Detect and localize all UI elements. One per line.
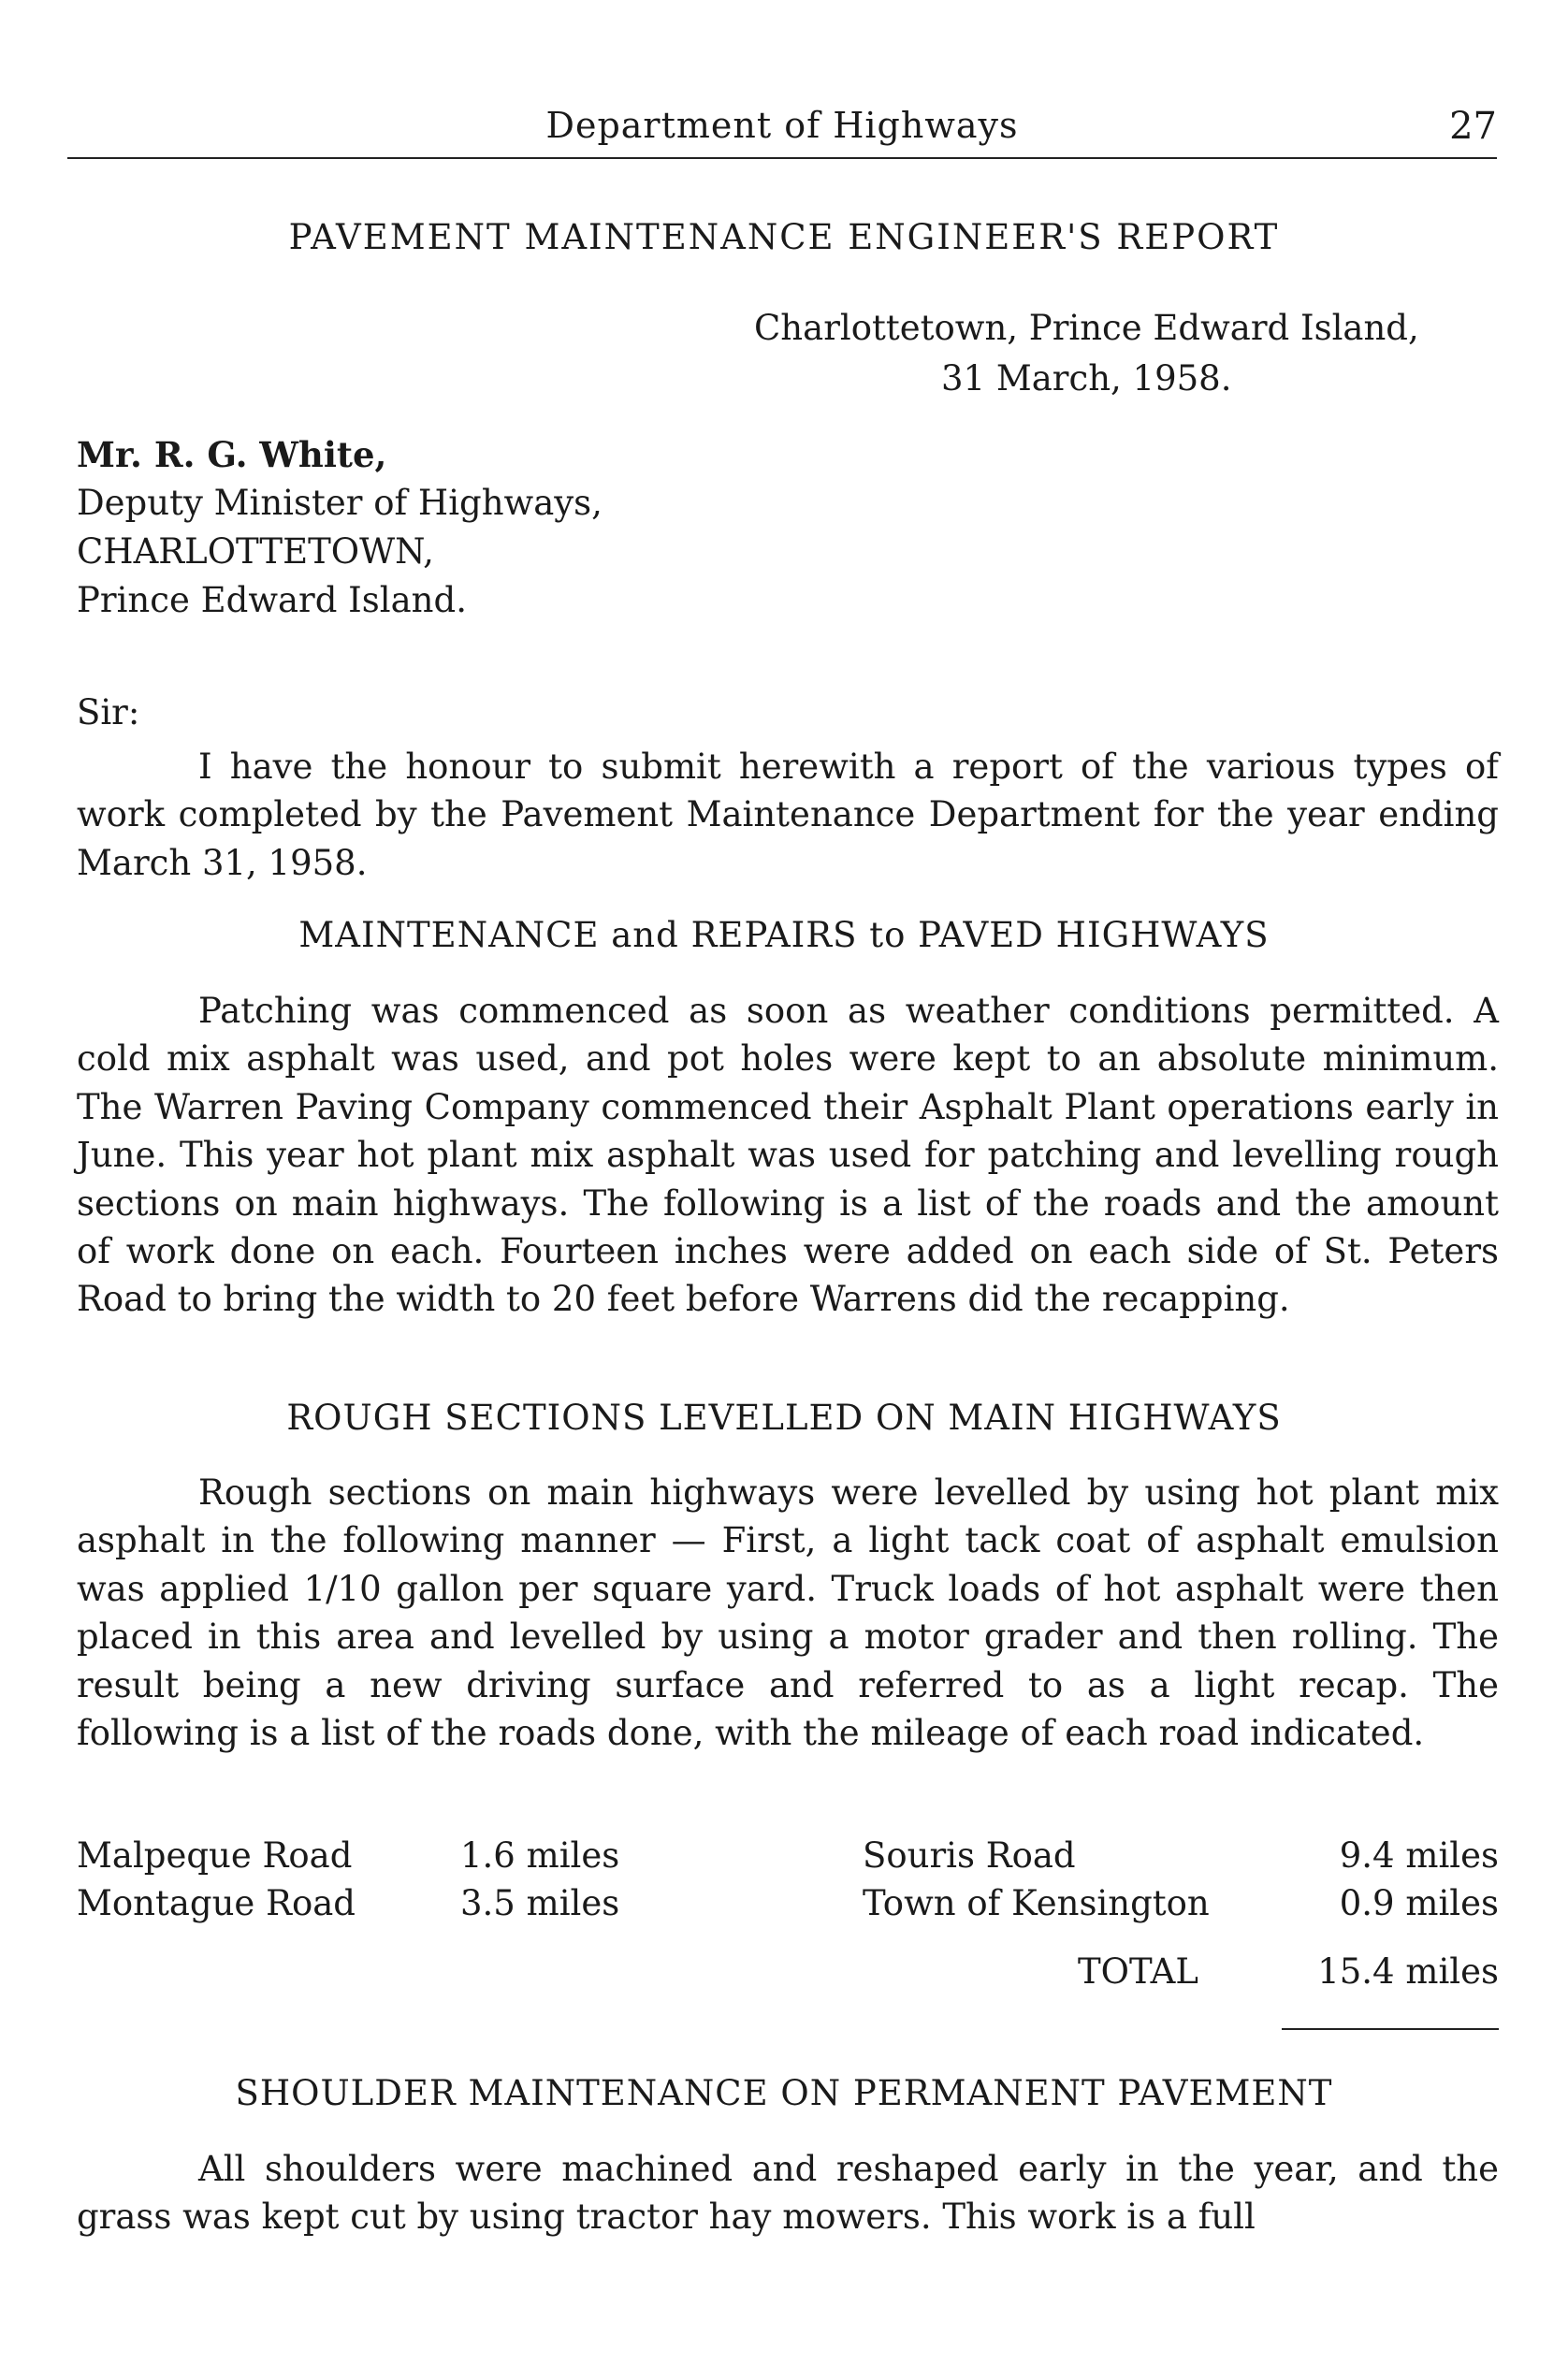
road-name: Town of Kensington <box>863 1883 1210 1923</box>
running-title: Department of Highways <box>545 105 1019 146</box>
report-title: PAVEMENT MAINTENANCE ENGINEER'S REPORT <box>288 217 1280 257</box>
salutation: Sir: <box>77 692 140 732</box>
road-mileage: 1.6 miles <box>460 1835 620 1876</box>
addressee-name: Mr. R. G. White, <box>77 434 387 475</box>
addressee-title: Deputy Minister of Highways, <box>77 483 603 523</box>
road-name: Malpeque Road <box>77 1835 353 1876</box>
addressee-province: Prince Edward Island. <box>77 580 467 620</box>
dateline-date: 31 March, 1958. <box>941 358 1232 399</box>
total-label: TOTAL <box>1078 1951 1198 1992</box>
rough-sections-paragraph: Rough sections on main highways were levelled by using hot plant mix asphalt in the following manner — First, a light tack coat of asphalt emulsion was applied 1/10 gallon per square yard. Truck loads of hot asphalt were then placed in this area and levelled by using a motor grader and then rolling. The result being a new driving surface and referred to as a light recap. The following is a list of the roads done, with the mileage of each road indicated. <box>77 1472 1499 1754</box>
mileage-row <box>77 1832 1499 1879</box>
maintenance-paragraph: Patching was commenced as soon as weather conditions permitted. A cold mix asphalt was used, and pot holes were kept to an absolute minimum. The Warren Paving Company commenced their Asphalt Plant operations early in June. This year hot plant mix asphalt was used for patching and levelling rough sections on main highways. The following is a list of the roads and the amount of work done on each. Fourteen inches were added on each side of St. Peters Road to bring the width to 20 feet before Warrens did the recapping. <box>77 991 1499 1320</box>
shoulder-paragraph: All shoulders were machined and reshaped early in the year, and the grass was kept cut by using tractor hay mowers. This work is a full <box>77 2149 1499 2238</box>
road-mileage: 0.9 miles <box>1339 1883 1499 1923</box>
running-header <box>67 105 1497 159</box>
total-underline-divider <box>1282 2028 1499 2030</box>
road-name: Souris Road <box>863 1835 1076 1876</box>
dateline-place: Charlottetown, Prince Edward Island, <box>754 308 1419 348</box>
dateline <box>754 303 1503 404</box>
road-mileage: 9.4 miles <box>1339 1835 1499 1876</box>
road-name: Montague Road <box>77 1883 356 1923</box>
rough-sections-heading: ROUGH SECTIONS LEVELLED ON MAIN HIGHWAYS <box>286 1398 1282 1438</box>
total-value: 15.4 miles <box>1317 1951 1499 1992</box>
page-number: 27 <box>1449 105 1497 148</box>
inside-address <box>77 430 919 625</box>
mileage-row <box>77 1879 1499 1927</box>
addressee-city: CHARLOTTETOWN, <box>77 531 434 572</box>
shoulder-heading: SHOULDER MAINTENANCE ON PERMANENT PAVEMENT <box>235 2073 1333 2113</box>
intro-paragraph: I have the honour to submit herewith a report of the various types of work completed by the Pavement Maintenance Department for the year ending March 31, 1958. <box>77 747 1499 883</box>
mileage-total-row <box>77 1951 1499 2004</box>
mileage-table <box>77 1832 1499 1944</box>
maintenance-heading: MAINTENANCE and REPAIRS to PAVED HIGHWAYS <box>298 915 1270 955</box>
road-mileage: 3.5 miles <box>460 1883 620 1923</box>
